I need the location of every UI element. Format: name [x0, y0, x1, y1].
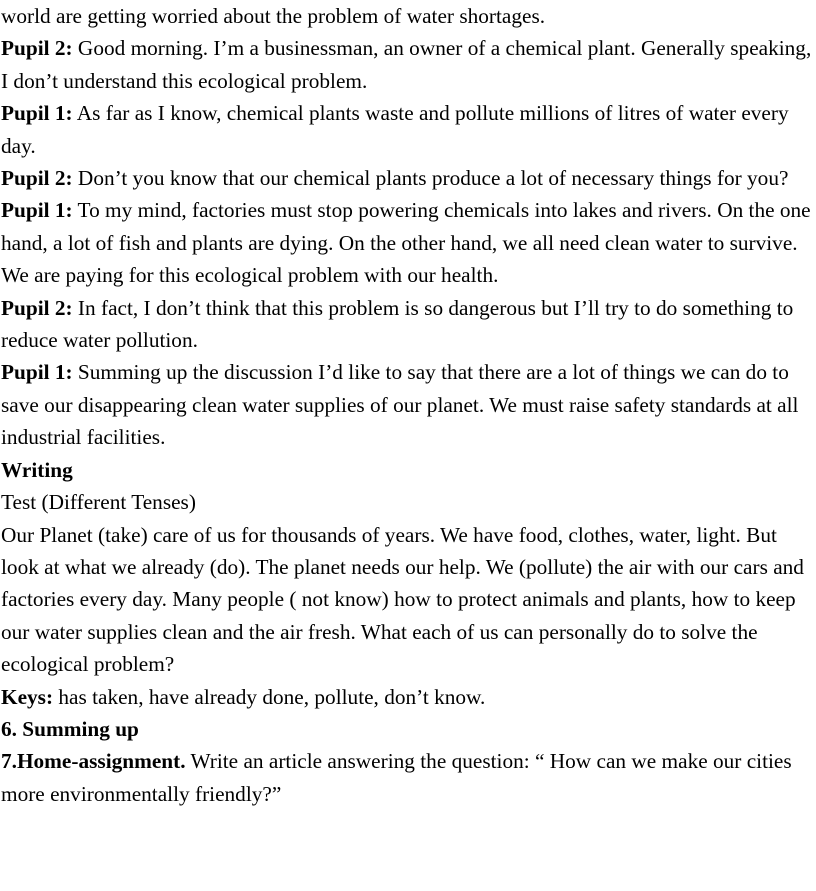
dialogue-text: world are getting worried about the problem of water shortages. [1, 4, 546, 28]
speaker-label: Pupil 1: [1, 101, 73, 126]
keys-line [1, 681, 815, 713]
dialogue-line [1, 32, 815, 97]
writing-heading: Writing [1, 457, 73, 482]
speaker-label: Pupil 2: [1, 295, 73, 320]
speaker-label: Pupil 2: [1, 36, 73, 61]
dialogue-text: Summing up the discussion I’d like to say that there are a lot of things we can do to save our disappearing clean water supplies of our planet. We must raise safety standards at all industrial facilities. [1, 360, 799, 450]
dialogue-line [1, 356, 815, 453]
keys-text: has taken, have already done, pollute, don’t know. [53, 684, 486, 709]
home-assignment-text: Write an article answering the question: “ How can we make our cities more environmentally friendly?” [1, 749, 792, 806]
dialogue-text: Good morning. I’m a businessman, an owner of a chemical plant. Generally speaking, I don’t understand this ecological problem. [1, 36, 812, 93]
speaker-label: Pupil 1: [1, 198, 73, 223]
home-assignment-label: 7.Home-assignment. [1, 749, 186, 774]
dialogue-text: To my mind, factories must stop powering chemicals into lakes and rivers. On the one hand, a lot of fish and plants are dying. On the other hand, we all need clean water to survive. We are paying for this ecological problem with our health. [1, 198, 811, 288]
dialogue-line [1, 194, 815, 291]
home-assignment [1, 745, 815, 810]
document-page [1, 0, 815, 810]
dialogue-line [1, 292, 815, 357]
dialogue-line [1, 97, 815, 162]
test-title: Test (Different Tenses) [1, 490, 196, 515]
summing-up-heading: 6. Summing up [1, 716, 139, 741]
keys-label: Keys: [1, 684, 54, 709]
dialogue-line [1, 0, 815, 32]
test-text: Our Planet (take) care of us for thousands of years. We have food, clothes, water, light. But look at what we already (do). The planet needs our help. We (pollute) the air with our cars and factories every day. Many people ( not know) how to protect animals and plants, how to keep our water supplies clean and the air fresh. What each of us can personally do to solve the ecological problem? [1, 522, 804, 677]
dialogue-text: Don’t you know that our chemical plants produce a lot of necessary things for you? [72, 166, 789, 191]
speaker-label: Pupil 2: [1, 166, 73, 191]
dialogue-text: In fact, I don’t think that this problem is so dangerous but I’ll try to do something to reduce water pollution. [1, 295, 794, 353]
dialogue-line [1, 162, 815, 194]
speaker-label: Pupil 1: [1, 360, 73, 385]
dialogue-text: As far as I know, chemical plants waste and pollute millions of litres of water every day. [1, 101, 789, 158]
